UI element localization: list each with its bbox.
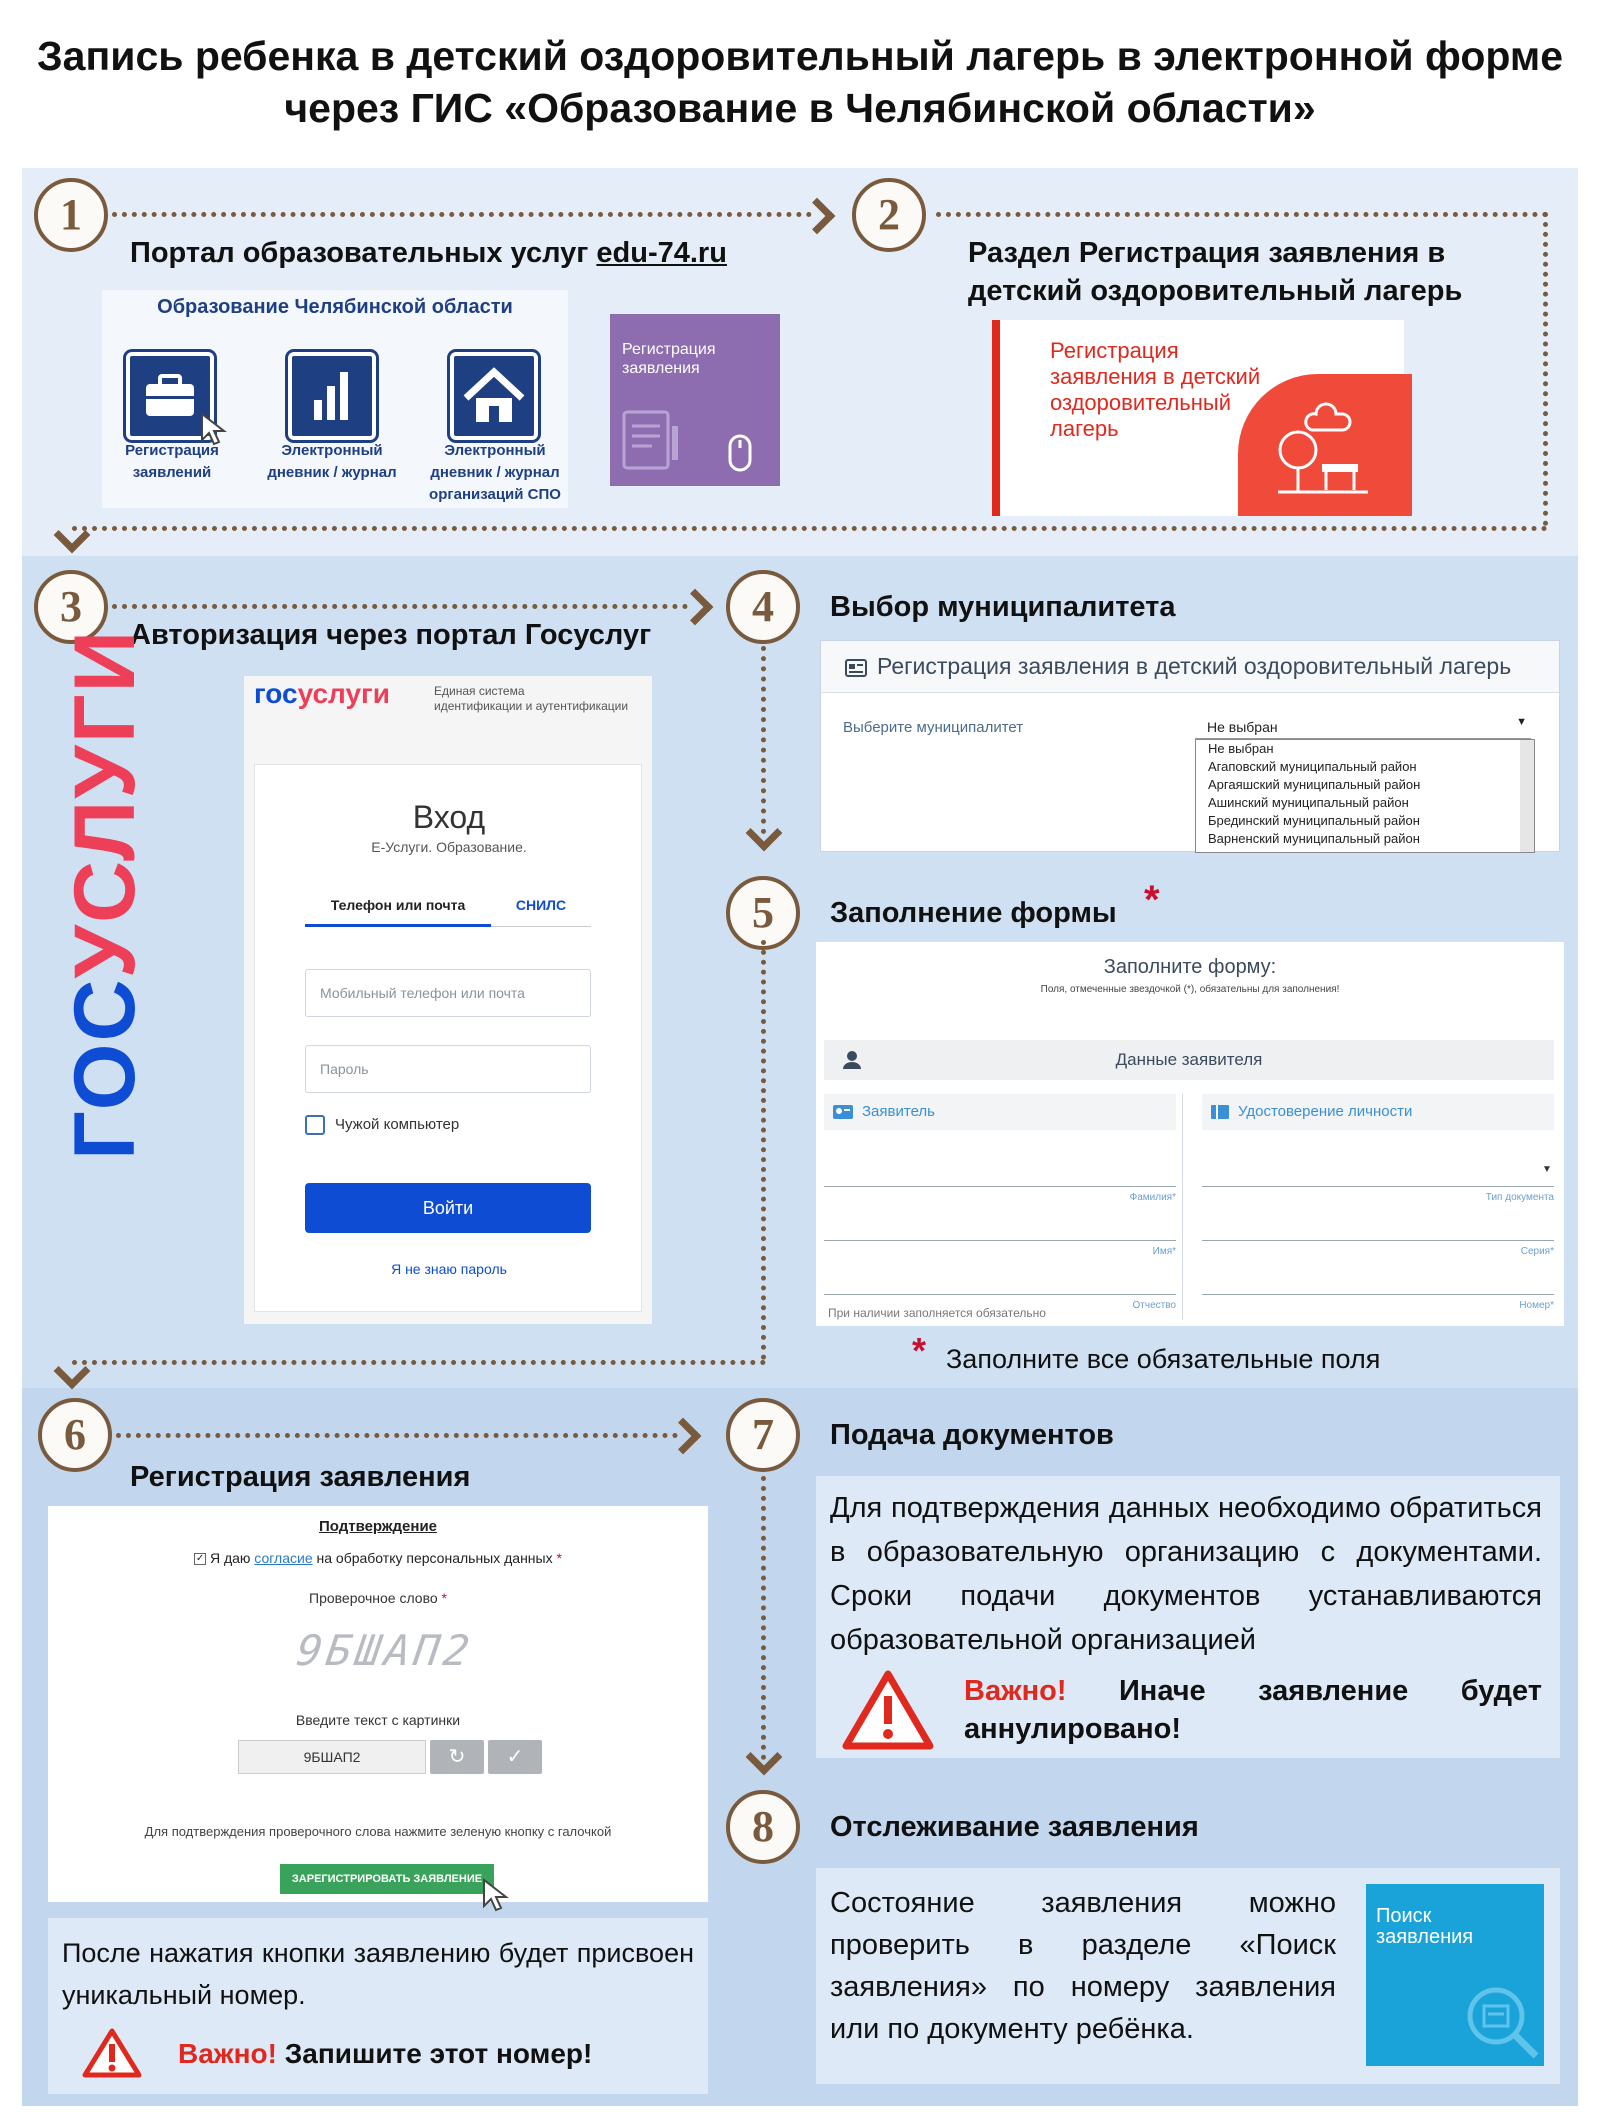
- municipality-panel: [820, 640, 1560, 852]
- option-5[interactable]: Варненский муниципальный район: [1208, 831, 1420, 846]
- step-8-heading: Отслеживание заявления: [830, 1811, 1199, 1843]
- login-subtitle: Е-Услуги. Образование.: [371, 839, 527, 855]
- step-4-heading: Выбор муниципалитета: [830, 591, 1176, 623]
- tile-diary[interactable]: [288, 352, 376, 440]
- camp-icon: [1238, 374, 1412, 516]
- confirmation-panel: [48, 1506, 708, 1902]
- step-7-box: [816, 1476, 1560, 1758]
- step-7-heading: Подача документов: [830, 1419, 1114, 1451]
- captcha-label: Проверочное слово *: [309, 1590, 447, 1606]
- tile-register-label: Регистрация заявлений: [125, 442, 219, 481]
- form-note: Поля, отмеченные звездочкой (*), обязательны для заполнения!: [1040, 984, 1340, 995]
- captcha-input[interactable]: 9БШАП2: [238, 1740, 426, 1774]
- portal-panel: [102, 290, 568, 508]
- register-application-button[interactable]: ЗАРЕГИСТРИРОВАТЬ ЗАЯВЛЕНИЕ: [280, 1864, 494, 1894]
- consent-row: ✓ Я даю согласие на обработку персональных данных *: [195, 1550, 562, 1566]
- search-tile-label: Поиск заявления: [1376, 1905, 1474, 1948]
- step-5-heading: Заполнение формы: [830, 897, 1117, 929]
- confirm-captcha-button[interactable]: [488, 1740, 542, 1774]
- tab-phone[interactable]: Телефон или почта: [305, 897, 491, 927]
- magnifier-icon: [1462, 1982, 1542, 2062]
- connector-4-5: [761, 646, 766, 834]
- step-3-heading: Авторизация через портал Госуслуг: [130, 619, 652, 651]
- column-divider: [1182, 1094, 1183, 1320]
- dropdown-scrollbar[interactable]: [1520, 740, 1534, 853]
- connector-7-8: [761, 1476, 766, 1760]
- document-icon: [1210, 1104, 1230, 1120]
- municipality-dropdown[interactable]: [1195, 739, 1535, 853]
- gosuslugi-login-panel: [244, 676, 652, 1324]
- connector-2-3: [936, 212, 1548, 217]
- required-asterisk: *: [1144, 878, 1160, 922]
- connector-2-3-back: [72, 526, 1548, 531]
- option-0[interactable]: Не выбран: [1208, 741, 1274, 756]
- name-input[interactable]: [824, 1240, 1176, 1241]
- applicant-col-title: Заявитель: [862, 1103, 935, 1120]
- municipality-select-label: Выберите муниципалитет: [843, 719, 1024, 736]
- step-7-body: Для подтверждения данных необходимо обратиться в образовательную организацию с документами. Сроки подачи документов устанавливаются образовательной организацией: [830, 1492, 1542, 1656]
- connector-3-4: [112, 604, 688, 609]
- footnote-asterisk: *: [912, 1330, 927, 1371]
- step-8-body: Состояние заявления можно проверить в разделе «Поиск заявления» по номеру заявления или по документу ребёнка.: [830, 1887, 1336, 2045]
- applicant-section-title: Данные заявителя: [1115, 1050, 1263, 1069]
- option-1[interactable]: Агаповский муниципальный район: [1208, 759, 1417, 774]
- step-6-heading: Регистрация заявления: [130, 1461, 471, 1493]
- number-label: Номер*: [1519, 1300, 1554, 1311]
- option-2[interactable]: Аргаяшский муниципальный район: [1208, 777, 1421, 792]
- search-application-tile[interactable]: [1366, 1884, 1544, 2066]
- option-4[interactable]: Брединский муниципальный район: [1208, 813, 1420, 828]
- tab-snils[interactable]: СНИЛС: [491, 897, 591, 927]
- patronymic-input[interactable]: [824, 1294, 1176, 1295]
- page-title-line1: Запись ребенка в детский оздоровительный лагерь в электронной форме: [36, 33, 1564, 79]
- applicant-col-header: [824, 1094, 1176, 1130]
- consent-checkbox[interactable]: ✓: [195, 1553, 205, 1565]
- password-input[interactable]: Пароль: [305, 1045, 591, 1093]
- step-2-heading: Раздел Регистрация заявления в детский оздоровительный лагерь: [968, 237, 1463, 307]
- refresh-captcha-button[interactable]: [430, 1740, 484, 1774]
- gosuslugi-vertical-logo: ГОСУСЛУГИ: [57, 628, 153, 1160]
- municipality-panel-header: [821, 641, 1559, 693]
- identity-col-header: [1202, 1094, 1554, 1130]
- surname-input[interactable]: [824, 1186, 1176, 1187]
- step-8-number: 8: [726, 1790, 800, 1864]
- consent-link[interactable]: согласие: [254, 1550, 313, 1566]
- warning-icon: [82, 2028, 142, 2078]
- connector-1-2: [112, 212, 812, 217]
- bar-chart-icon: [292, 356, 372, 436]
- step-6-important: Важно! Запишите этот номер!: [178, 2038, 593, 2069]
- option-3[interactable]: Ашинский муниципальный район: [1208, 795, 1409, 810]
- series-input[interactable]: [1202, 1240, 1554, 1241]
- connector-2-3-v: [1543, 212, 1548, 526]
- footnote-text: Заполните все обязательные поля: [946, 1344, 1381, 1374]
- phone-input[interactable]: Мобильный телефон или почта: [305, 969, 591, 1017]
- step-8-box: [816, 1868, 1560, 2084]
- camp-card-label: Регистрация заявления в детский оздоровительный лагерь: [1050, 338, 1261, 441]
- number-input[interactable]: [1202, 1294, 1554, 1295]
- warning-icon: [842, 1670, 934, 1750]
- municipality-select[interactable]: Не выбран ▼: [1195, 713, 1531, 739]
- connector-6-7: [116, 1433, 678, 1438]
- cursor-icon: [480, 1878, 516, 1914]
- step-7-important: Важно! Иначе заявление будет аннулировано!: [964, 1675, 1542, 1745]
- step-2-number: 2: [852, 178, 926, 252]
- confirmation-title: Подтверждение: [318, 1518, 438, 1535]
- id-card-icon: [832, 1104, 854, 1120]
- step-7-number: 7: [726, 1398, 800, 1472]
- purple-register-tile[interactable]: [610, 314, 780, 486]
- step-3-number: 3: [34, 570, 108, 644]
- camp-registration-card[interactable]: [992, 320, 1404, 516]
- purple-tile-label: Регистрация заявления: [622, 341, 716, 377]
- step-1-heading: Портал образовательных услуг edu-74.ru: [130, 237, 727, 269]
- gosuslugi-logo: госуслуги: [254, 678, 390, 709]
- caret-down-icon: ▼: [1542, 1164, 1552, 1175]
- login-title: Вход: [412, 799, 486, 835]
- foreign-computer-checkbox[interactable]: [305, 1115, 325, 1135]
- tile-diary-spo[interactable]: [450, 352, 538, 440]
- step-6-note-text: После нажатия кнопки заявлению будет присвоен уникальный номер.: [62, 1938, 694, 2010]
- connector-5-6-h: [72, 1360, 766, 1365]
- refresh-icon: ↻: [448, 1746, 466, 1768]
- login-button[interactable]: Войти: [305, 1183, 591, 1233]
- step-4-number: 4: [726, 570, 800, 644]
- edu-74-link[interactable]: edu-74.ru: [596, 237, 727, 269]
- step-1-number: 1: [34, 178, 108, 252]
- caret-down-icon: ▼: [1516, 716, 1527, 728]
- step-6-number: 6: [38, 1398, 112, 1472]
- municipality-form-title: Регистрация заявления в детский оздоровительный лагерь: [877, 653, 1512, 679]
- form-title: Заполните форму:: [1103, 956, 1277, 978]
- portal-title: Образование Челябинской области: [157, 296, 513, 318]
- doc-type-select[interactable]: [1202, 1186, 1554, 1187]
- surname-label: Фамилия*: [1129, 1192, 1176, 1203]
- confirm-hint: Для подтверждения проверочного слова нажмите зеленую кнопку с галочкой: [144, 1824, 612, 1839]
- foreign-computer-label: Чужой компьютер: [335, 1116, 460, 1133]
- login-card: [254, 764, 642, 1312]
- step-5-number: 5: [726, 876, 800, 950]
- document-click-icon: [620, 406, 760, 476]
- patronymic-label: Отчество: [1132, 1300, 1176, 1311]
- tile-diary-label: Электронный дневник / журнал: [267, 442, 397, 481]
- check-icon: ✓: [506, 1746, 524, 1768]
- captcha-prompt: Введите текст с картинки: [295, 1712, 461, 1728]
- step-6-note: [48, 1918, 708, 2094]
- form-icon: [845, 659, 867, 677]
- page-title-line2: через ГИС «Образование в Челябинской области»: [284, 85, 1316, 131]
- doc-type-label: Тип документа: [1485, 1192, 1554, 1203]
- home-icon: [454, 356, 534, 436]
- name-label: Имя*: [1152, 1246, 1176, 1257]
- forgot-password-link[interactable]: Я не знаю пароль: [391, 1261, 507, 1277]
- tile-diary-spo-label: Электронный дневник / журнал организаций СПО: [429, 442, 561, 503]
- identity-col-title: Удостоверение личности: [1238, 1103, 1413, 1120]
- applicant-section-header: [824, 1040, 1554, 1080]
- patronymic-hint: При наличии заполняется обязательно: [828, 1306, 1046, 1320]
- connector-5-6-v: [761, 940, 766, 1360]
- gosuslugi-caption: Единая система идентификации и аутентификации: [434, 684, 629, 713]
- series-label: Серия*: [1520, 1246, 1554, 1257]
- captcha-image: 9БШАП2: [293, 1626, 477, 1675]
- application-form-panel: [816, 942, 1564, 1326]
